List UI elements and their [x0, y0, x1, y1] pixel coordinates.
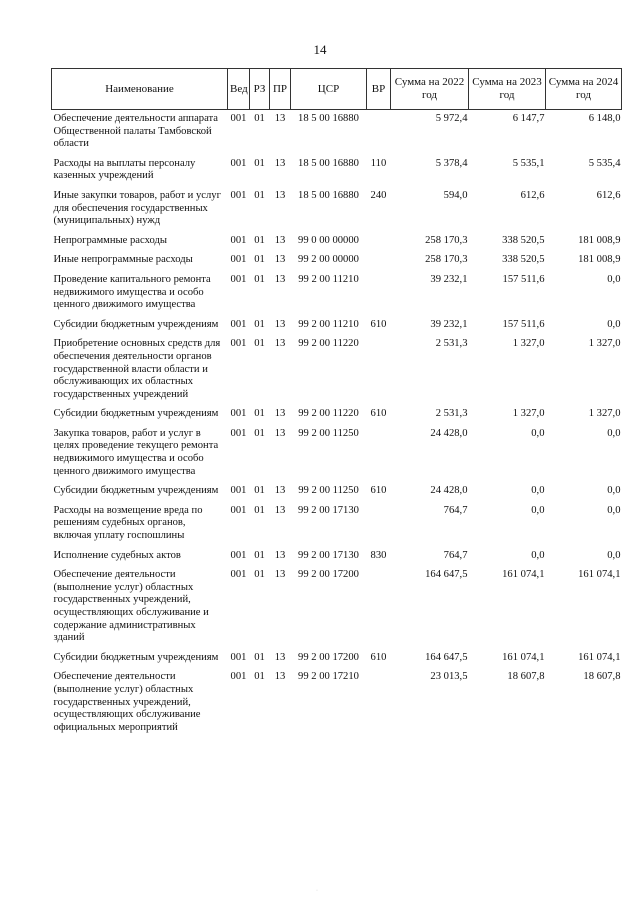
- cell-sum-2024: 181 008,9: [578, 254, 621, 266]
- cell-csr: 99 2 00 00000: [298, 254, 359, 266]
- cell-sum-2024: 0,0: [607, 485, 621, 497]
- cell-vr: [367, 110, 391, 155]
- cell-ved: 001: [230, 254, 247, 266]
- cell-vr: 240: [370, 189, 387, 201]
- cell-ved: 001: [230, 504, 247, 516]
- cell-name: Исполнение судебных актов: [53, 549, 181, 561]
- cell-sum-2022: 5 378,4: [435, 157, 468, 169]
- cell-sum-2023: 161 074,1: [502, 569, 545, 581]
- cell-csr: 99 2 00 17210: [298, 671, 359, 683]
- cell-vr: [367, 251, 391, 271]
- cell-sum-2023: 0,0: [531, 549, 545, 561]
- cell-sum-2024: 1 327,0: [588, 338, 621, 350]
- cell-sum-2024: 161 074,1: [578, 569, 621, 581]
- cell-rz: 01: [254, 651, 265, 663]
- cell-sum-2022: 594,0: [443, 189, 468, 201]
- cell-ved: 001: [230, 338, 247, 350]
- cell-pr: 13: [274, 504, 286, 516]
- cell-ved: 001: [230, 273, 247, 285]
- cell-csr: 18 5 00 16880: [298, 157, 359, 169]
- cell-sum-2023: 338 520,5: [502, 254, 545, 266]
- header-vr: ВР: [367, 69, 391, 110]
- cell-rz: 01: [254, 157, 265, 169]
- table-row: [52, 232, 622, 252]
- cell-sum-2024: 612,6: [596, 189, 621, 201]
- cell-rz: 01: [254, 113, 265, 124]
- cell-sum-2023: 338 520,5: [502, 234, 545, 246]
- cell-ved: 001: [230, 157, 247, 169]
- cell-sum-2022: 764,7: [443, 504, 468, 516]
- cell-sum-2023: 6 147,7: [512, 113, 545, 124]
- budget-table: [51, 68, 622, 738]
- cell-name: Субсидии бюджетным учреждениям: [53, 408, 219, 420]
- cell-vr: [367, 335, 391, 405]
- cell-sum-2022: 764,7: [443, 549, 468, 561]
- cell-sum-2022: 2 531,3: [435, 408, 468, 420]
- cell-csr: 99 2 00 11220: [298, 338, 359, 350]
- cell-ved: 001: [230, 113, 247, 124]
- cell-name: Обеспечение деятельности (выполнение услуг) областных государственных учреждений, осуществляющих обслуживание официальных мероприятий: [53, 671, 201, 733]
- cell-ved: 001: [230, 485, 247, 497]
- cell-sum-2024: 1 327,0: [588, 408, 621, 420]
- cell-sum-2023: 0,0: [531, 427, 545, 439]
- table-body: [52, 110, 622, 739]
- cell-vr: [367, 425, 391, 482]
- cell-sum-2022: 2 531,3: [435, 338, 468, 350]
- cell-sum-2023: 157 511,6: [502, 318, 545, 330]
- table-row: [52, 566, 622, 649]
- cell-sum-2022: 24 428,0: [430, 427, 468, 439]
- cell-csr: 18 5 00 16880: [298, 189, 359, 201]
- cell-rz: 01: [254, 671, 265, 683]
- table-row: [52, 271, 622, 316]
- table-row: [52, 251, 622, 271]
- cell-name: Расходы на возмещение вреда по решениям судебных органов, включая уплату госпошлины: [53, 504, 203, 542]
- cell-vr: [367, 668, 391, 738]
- table-row: [52, 502, 622, 547]
- cell-pr: 13: [274, 318, 286, 330]
- cell-sum-2023: 157 511,6: [502, 273, 545, 285]
- cell-pr: 13: [274, 273, 286, 285]
- cell-vr: 110: [370, 157, 387, 169]
- cell-name: Приобретение основных средств для обеспечения деятельности органов государственной власти области и обслуживающих их областных государственных учреждений: [53, 338, 221, 400]
- cell-rz: 01: [254, 338, 265, 350]
- cell-sum-2024: 0,0: [607, 318, 621, 330]
- cell-sum-2024: 6 148,0: [588, 113, 621, 124]
- cell-sum-2022: 5 972,4: [435, 113, 468, 124]
- cell-vr: 610: [370, 485, 387, 497]
- cell-sum-2023: 18 607,8: [507, 671, 545, 683]
- header-sum-2024: Сумма на 2024 год: [546, 69, 622, 110]
- cell-vr: 610: [370, 408, 387, 420]
- cell-sum-2023: 612,6: [520, 189, 545, 201]
- cell-csr: 99 0 00 00000: [298, 234, 359, 246]
- budget-table-container: [51, 68, 621, 738]
- cell-vr: 830: [370, 549, 387, 561]
- cell-pr: 13: [274, 189, 286, 201]
- cell-name: Субсидии бюджетным учреждениям: [53, 318, 219, 330]
- table-row: [52, 110, 622, 155]
- cell-rz: 01: [254, 485, 265, 497]
- cell-sum-2022: 164 647,5: [425, 569, 468, 581]
- cell-pr: 13: [274, 671, 286, 683]
- table-row: [52, 316, 622, 336]
- header-pr: ПР: [270, 69, 291, 110]
- header-name: Наименование: [52, 69, 228, 110]
- header-sum-2023: Сумма на 2023 год: [469, 69, 546, 110]
- cell-sum-2023: 0,0: [531, 504, 545, 516]
- header-ved: Вед: [228, 69, 250, 110]
- cell-sum-2022: 39 232,1: [430, 273, 468, 285]
- cell-pr: 13: [274, 338, 286, 350]
- table-header-row: [52, 69, 622, 110]
- table-row: [52, 155, 622, 187]
- cell-name: Субсидии бюджетным учреждениям: [53, 485, 219, 497]
- cell-rz: 01: [254, 569, 265, 581]
- cell-pr: 13: [274, 254, 286, 266]
- cell-csr: 99 2 00 17200: [298, 651, 359, 663]
- cell-ved: 001: [230, 408, 247, 420]
- cell-vr: [367, 271, 391, 316]
- cell-pr: 13: [274, 113, 286, 124]
- table-row: [52, 649, 622, 669]
- cell-name: Обеспечение деятельности аппарата Общественной палаты Тамбовской области: [53, 113, 218, 150]
- cell-rz: 01: [254, 318, 265, 330]
- cell-pr: 13: [274, 651, 286, 663]
- cell-vr: [367, 502, 391, 547]
- cell-sum-2022: 23 013,5: [430, 671, 468, 683]
- cell-sum-2023: 1 327,0: [512, 408, 545, 420]
- cell-sum-2024: 0,0: [607, 504, 621, 516]
- cell-sum-2023: 5 535,1: [512, 157, 545, 169]
- table-row: [52, 547, 622, 567]
- scan-dot: ·: [316, 888, 318, 894]
- cell-csr: 99 2 00 11220: [298, 408, 359, 420]
- cell-name: Закупка товаров, работ и услуг в целях проведение текущего ремонта недвижимого имущества и особо ценного движимого имущества: [53, 427, 219, 477]
- header-csr: ЦСР: [291, 69, 367, 110]
- cell-sum-2024: 0,0: [607, 549, 621, 561]
- cell-sum-2022: 258 170,3: [425, 254, 468, 266]
- cell-sum-2024: 161 074,1: [578, 651, 621, 663]
- cell-sum-2023: 161 074,1: [502, 651, 545, 663]
- cell-csr: 99 2 00 17130: [298, 549, 359, 561]
- cell-vr: [367, 566, 391, 649]
- cell-pr: 13: [274, 234, 286, 246]
- cell-sum-2024: 0,0: [607, 427, 621, 439]
- page-number: 14: [313, 42, 327, 57]
- cell-rz: 01: [254, 273, 265, 285]
- cell-csr: 99 2 00 11250: [298, 427, 359, 439]
- cell-name: Обеспечение деятельности (выполнение услуг) областных государственных учреждений, осуществляющих обслуживание и содержание административных зданий: [53, 569, 209, 644]
- cell-rz: 01: [254, 427, 265, 439]
- cell-rz: 01: [254, 408, 265, 420]
- table-row: [52, 425, 622, 482]
- cell-csr: 99 2 00 11250: [298, 485, 359, 497]
- table-row: [52, 335, 622, 405]
- cell-ved: 001: [230, 569, 247, 581]
- cell-sum-2023: 0,0: [531, 485, 545, 497]
- cell-sum-2022: 24 428,0: [430, 485, 468, 497]
- cell-name: Проведение капитального ремонта недвижимого имущества и особо ценного движимого имущества: [53, 273, 211, 311]
- cell-rz: 01: [254, 504, 265, 516]
- cell-sum-2024: 5 535,4: [588, 157, 621, 169]
- table-row: [52, 405, 622, 425]
- cell-csr: 99 2 00 17200: [298, 569, 359, 581]
- cell-sum-2022: 258 170,3: [425, 234, 468, 246]
- cell-csr: 99 2 00 11210: [298, 318, 359, 330]
- cell-name: Непрограммные расходы: [53, 234, 167, 246]
- cell-ved: 001: [230, 189, 247, 201]
- header-sum-2022: Сумма на 2022 год: [391, 69, 469, 110]
- cell-vr: 610: [370, 318, 387, 330]
- cell-name: Расходы на выплаты персоналу казенных учреждений: [53, 157, 196, 182]
- cell-ved: 001: [230, 549, 247, 561]
- cell-pr: 13: [274, 427, 286, 439]
- cell-pr: 13: [274, 485, 286, 497]
- cell-sum-2024: 0,0: [607, 273, 621, 285]
- cell-name: Иные закупки товаров, работ и услуг для обеспечения государственных (муниципальных) нужд: [53, 189, 221, 227]
- cell-ved: 001: [230, 234, 247, 246]
- cell-rz: 01: [254, 549, 265, 561]
- cell-sum-2023: 1 327,0: [512, 338, 545, 350]
- cell-csr: 99 2 00 11210: [298, 273, 359, 285]
- cell-ved: 001: [230, 671, 247, 683]
- cell-rz: 01: [254, 189, 265, 201]
- table-row: [52, 668, 622, 738]
- cell-vr: 610: [370, 651, 387, 663]
- cell-sum-2022: 164 647,5: [425, 651, 468, 663]
- table-row: [52, 187, 622, 232]
- cell-ved: 001: [230, 427, 247, 439]
- cell-pr: 13: [274, 408, 286, 420]
- cell-pr: 13: [274, 569, 286, 581]
- cell-name: Субсидии бюджетным учреждениям: [53, 651, 219, 663]
- table-row: [52, 482, 622, 502]
- cell-pr: 13: [274, 549, 286, 561]
- cell-csr: 18 5 00 16880: [298, 113, 359, 124]
- cell-sum-2024: 181 008,9: [578, 234, 621, 246]
- header-rz: РЗ: [250, 69, 270, 110]
- cell-sum-2024: 18 607,8: [583, 671, 621, 683]
- cell-rz: 01: [254, 254, 265, 266]
- cell-ved: 001: [230, 318, 247, 330]
- cell-csr: 99 2 00 17130: [298, 504, 359, 516]
- cell-rz: 01: [254, 234, 265, 246]
- cell-sum-2022: 39 232,1: [430, 318, 468, 330]
- cell-ved: 001: [230, 651, 247, 663]
- cell-name: Иные непрограммные расходы: [53, 254, 193, 266]
- cell-pr: 13: [274, 157, 286, 169]
- cell-vr: [367, 232, 391, 252]
